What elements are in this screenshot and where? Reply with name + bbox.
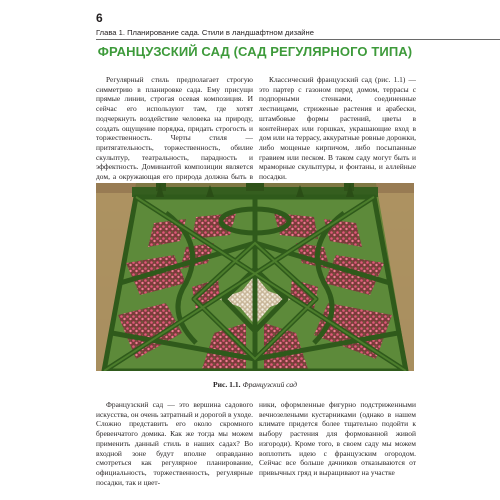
text-column-right-bottom — [259, 400, 416, 500]
figure-label: Рис. 1.1. — [212, 380, 241, 389]
running-head: Глава 1. Планирование сада. Стили в ландшафтном дизайне — [96, 28, 314, 37]
parterre-illustration — [96, 183, 414, 371]
figure-caption — [96, 380, 414, 389]
paragraph: Французский сад — это вершина садового искусства, он очень затратный и дорогой в уходе. Сложно представить его около скромного бревенчатого домика. Как же тогда мы можем применить данный стиль в наших садах? Во входной зоне будут вполне оправданно смотреться как регулярное планирование, официальность, торжественность, регулярные посадки, так и цвет- — [96, 400, 253, 487]
figure-caption-text: Французский сад — [242, 380, 297, 389]
header-rule — [96, 39, 500, 40]
paragraph: Регулярный стиль предполагает строгую симметрию в планировке сада. Ему присущи прямые линии, строгая осевая композиция. И сейчас его используют там, где хотят подчеркнуть воздействие человека на природу, создать ощущение порядка, придать строгость и торжественность. Черты стиля — притягательность, торжественность, обилие скульптур, театральность, парадность и эффектность. Доминантой композиции является дом, а окружающая его природа должна быть в — [96, 75, 253, 182]
text-column-left-top — [96, 75, 253, 191]
garden-photo — [96, 183, 414, 371]
text-column-left-bottom — [96, 400, 253, 500]
section-title: ФРАНЦУЗСКИЙ САД (САД РЕГУЛЯРНОГО ТИПА) — [97, 44, 413, 59]
paragraph: Классический французский сад (рис. 1.1) — это партер с газоном перед домом, террасы с подпорными стенками, соединенные лестницами, стриженые растения и арабески, штамбовые формы растений, цветы в контейнерах или горшках, украшающие вход в дом или на террасу, аккуратные ровные дорожки, либо мощеные кирпичом, либо посыпанные гравием или песком. В таком саду могут быть и мраморные скульптуры, и фонтаны, и аллейные посадки. — [259, 75, 416, 182]
page-number: 6 — [96, 11, 103, 25]
paragraph: ники, оформленные фигурно подстриженными вечнозелеными кустарниками (однако в нашем климате придется более тщательно подойти к выбору растения для формованной живой изгороди). Кроме того, в своем саду мы можем воплотить идею с французским огородом. Сейчас все больше дачников отказываются от привычных гряд и выращивают на участке — [259, 400, 416, 477]
text-column-right-top — [259, 75, 416, 182]
